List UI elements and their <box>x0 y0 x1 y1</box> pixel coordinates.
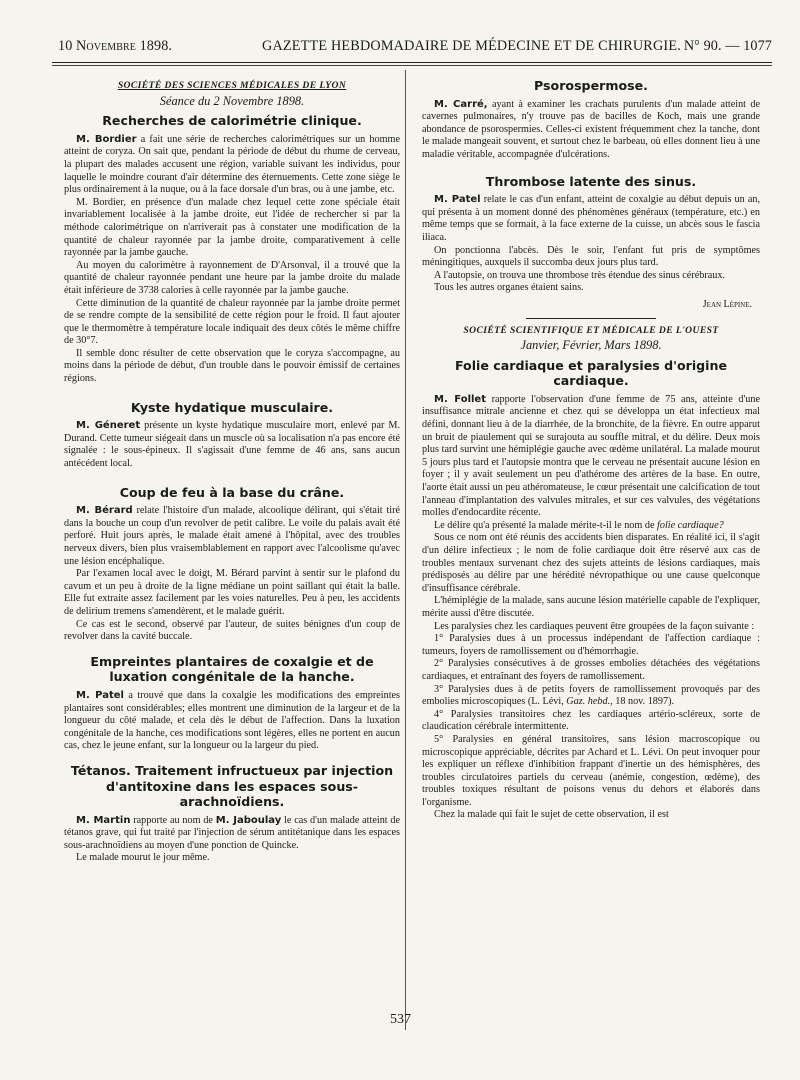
left-column <box>64 78 400 865</box>
italic-term: folie cardiaque? <box>657 519 724 531</box>
list-item: 4° Paralysies transitoires chez les cardiaques artério-scléreux, sorte de claudication cérébrale intermittente. <box>422 708 760 733</box>
paragraph: Il semble donc résulter de cette observation que le coryza s'accompagne, au moins dans la période de début, d'un trouble dans le pouvoir émissif de certaines régions. <box>64 347 400 385</box>
section-title: Empreintes plantaires de coxalgie et de luxation congénitale de la hanche. <box>90 653 374 685</box>
running-header <box>58 38 772 62</box>
header-rule-thin <box>52 65 772 66</box>
paragraph-text: relate l'histoire d'un malade, alcoolique délirant, qui s'était tiré dans la bouche un coup d'un revolver de petit calibre. Le voile du palais avait été perforé. Huit jours après, le malade était amené à l'hôpital, avec des troubles nerveux divers, bien plus vraisemblablement en rapport avec l'alcoolisme qu'avec une lésion encéphalique. <box>64 505 401 567</box>
section-separator <box>526 318 656 319</box>
author-name: M. Patel <box>434 194 481 206</box>
paragraph-text: rapporte au nom de <box>133 814 213 826</box>
author-name: M. Carré, <box>434 98 488 110</box>
paragraph: Par l'examen local avec le doigt, M. Bérard parvint à sentir sur le plafond du cavum et un peu à droite de la ligne médiane un point saillant qui était la balle. Elle fut extraite assez facilement par les voies naturelles. Peu à peu, les accidents de delirium tremens s'amendèrent, et le malade guérit. <box>64 568 400 617</box>
page-number: 537 <box>390 1012 411 1027</box>
paragraph <box>422 394 760 520</box>
paragraph: Les paralysies chez les cardiaques peuvent être groupées de la façon suivante : <box>434 620 755 632</box>
column-divider <box>405 70 406 1030</box>
paragraph-text: 18 nov. 1897). <box>615 696 675 708</box>
section-title: Psorospermose. <box>534 78 648 93</box>
paragraph-text: 3° Paralysies dues à de petits foyers de ramollissement provoqués par des embolies microscopiques (L. Lévi, <box>422 683 760 708</box>
list-item: 5° Paralysies en général transitoires, sans lésion macroscopique ou microscopique appréciable, décrites par Achard et L. Lévi. On peut invoquer pour les expliquer un réflexe d'inhibition frappant d'inertie un des hémisphères, des troubles circulatoires partiels du cerveau (anémie, congestion, œdème), des troubles toxiques résultant de poisons venus du dehors et élaborés dans l'organisme. <box>422 733 760 808</box>
list-item <box>422 684 760 709</box>
paragraph-text: rapporte l'observation d'une femme de 75 ans, atteinte d'une insuffisance mitrale ancienne et chez qui se développa un état infectieux mal défini, donnant lieu à de la diarrhée, de la bronchite, de la fièvre. En outre apparut un bruit de piaulement qui se surajouta au souffle mitral, et du délire. Deux mois plus tard survint une hémiplégie gauche avec œdème unilatéral. La malade mourut 5 jours plus tard et l'autopsie montra que le cerveau ne présentait aucune lésion en foyer ; il y avait seulement un peu d'athérome des artères de la base. En outre, l'aorte était aussi un peu athéromateuse, le cœur présentait une calcification de tout l'anneau d'implantation des valvules mitrales, et sur ces valvules, des végétations molles d'endocardite récente. <box>422 393 761 519</box>
author-name: M. Bérard <box>76 505 133 517</box>
author-name: M. Martin <box>76 814 131 826</box>
author-name: M. Géneret <box>76 420 141 432</box>
paragraph-text: a fait une série de recherches calorimétriques sur un homme atteint de coryza. On sait que, pendant la période de début du rhume de cerveau, la plupart des malades accusent une région, variable suivant les individus, pour laquelle le moindre courant d'air détermine des éternuements. Cette zone siège le plus ordinairement à la nuque, ou à la face dorsale d'un bras, ou à une jambe, etc. <box>64 133 400 196</box>
paragraph <box>422 520 760 533</box>
seance-date: Janvier, Février, Mars 1898. <box>520 338 662 353</box>
paragraph <box>64 815 400 853</box>
paragraph: Le malade mourut le jour même. <box>76 852 210 864</box>
section-title: Recherches de calorimétrie clinique. <box>102 113 362 129</box>
paragraph-text: Le délire qu'a présenté la malade mérite-t-il le nom de <box>434 519 655 531</box>
paragraph: A l'autopsie, on trouva une thrombose très étendue des sinus cérébraux. <box>434 269 725 281</box>
section-title: Coup de feu à la base du crâne. <box>119 484 345 500</box>
section-title: Kyste hydatique musculaire. <box>130 399 334 415</box>
paragraph: Chez la malade qui fait le sujet de cette observation, il est <box>434 809 669 821</box>
paragraph: M. Bordier, en présence d'un malade chez lequel cette zone spéciale était invariablement localisée à la jambe droite, eut l'idée de rechercher si par la méthode calorimétrique on n'arriverait pas à constater une modification de la quantité de chaleur rayonnée par la jambe droite, comparativement à celle rayonnée par la jambe gauche. <box>64 196 400 259</box>
paragraph: Ce cas est le second, observé par l'auteur, de suites bénignes d'un coup de revolver dans la cavité buccale. <box>64 618 400 643</box>
paragraph <box>64 505 400 568</box>
paragraph: Au moyen du calorimètre à rayonnement de D'Arsonval, il a trouvé que la quantité de chaleur rayonnée pendant une heure par la jambe droite du malade était inférieure de 3738 calories à celle rayonnée par la jambe gauche. <box>64 259 400 296</box>
paragraph-text: le cas d'un malade atteint de tétanos grave, qui fut traité par l'injection de sérum antitétanique dans les espaces sous-arachnoïdiens au moyen d'une ponction de Quincke. <box>64 814 401 851</box>
section-title: Folie cardiaque et paralysies d'origine cardiaque. <box>454 357 728 389</box>
right-column <box>422 78 760 822</box>
paragraph: Sous ce nom ont été réunis des accidents bien disparates. En réalité ici, il s'agit d'un délire infectieux ; le nom de folie cardiaque doit être réservé aux cas de troubles mentaux survenant chez des sujets atteints de lésions cardiaques, mais prédisposés au délire par une hérédité névropathique ou une cause quelconque d'insuffisance cérébrale. <box>422 532 760 594</box>
list-item: 2° Paralysies consécutives à de grosses embolies détachées des végétations cardiaques, et entraînant des foyers de ramollissement. <box>422 658 760 682</box>
paragraph: Cette diminution de la quantité de chaleur rayonnée par la jambe droite permet de se rendre compte de la sensibilité de cette région pour le froid. Il faut ajouter que le thermomètre à température locale indiquait des deux côtés le même chiffre de 30°7. <box>64 297 400 347</box>
society-heading: SOCIÉTÉ DES SCIENCES MÉDICALES DE LYON <box>117 80 347 91</box>
section-title: Thrombose latente des sinus. <box>485 173 697 189</box>
paragraph-text: ayant à examiner les crachats purulents d'un malade atteint de cavernes pulmonaires, n'y trouve pas de bacilles de Koch, mais une grande abondance de psorospermies. Celles-ci existent fréquemment chez la tanche, dont le malade mangeait souvent, et surtout chez le barbeau, où elles donnent lieu à une maladie véritable, accompagnée d'ulcérations. <box>422 98 761 160</box>
header-date: 10 Novembre 1898. <box>58 38 173 54</box>
author-name: M. Patel <box>76 689 124 701</box>
author-name: M. Jaboulay <box>215 814 282 826</box>
paragraph <box>422 99 760 162</box>
journal-title: GAZETTE HEBDOMADAIRE DE MÉDECINE ET DE CHIRURGIE. <box>262 38 681 54</box>
author-name: M. Follet <box>434 393 486 405</box>
paragraph: On ponctionna l'abcès. Dès le soir, l'enfant fut pris de symptômes méningitiques, auxquels il succomba deux jours plus tard. <box>422 244 760 269</box>
italic-citation: Gaz. hebd., <box>566 696 613 708</box>
society-heading: SOCIÉTÉ SCIENTIFIQUE ET MÉDICALE DE L'OUEST <box>463 324 719 336</box>
paragraph <box>64 690 400 753</box>
issue-number: N° 90. — 1077 <box>683 38 772 54</box>
paragraph <box>422 194 760 244</box>
paragraph: L'hémiplégie de la malade, sans aucune lésion matérielle capable de l'expliquer, mérite aussi d'être discutée. <box>422 595 760 619</box>
paragraph-text: a trouvé que dans la coxalgie les modifications des empreintes plantaires sont considérables; elles montrent une diminution de la largeur et de la longueur du côté malade, et cela dès le début de l'affection. Dans la luxation congénitale de la hanche, ces modifications sont légères, elles ne portent en aucun cas, chez le jeune enfant, sur la longueur ou la largeur du pied. <box>64 689 401 752</box>
list-item: 1° Paralysies dues à un processus indépendant de l'affection cardiaque : tumeurs, foyers de ramollissement ou d'hémorrhagie. <box>422 633 760 657</box>
paragraph <box>64 420 400 470</box>
header-rule-thick <box>52 62 772 63</box>
paragraph: Tous les autres organes étaient sains. <box>434 282 584 294</box>
author-name: M. Bordier <box>76 133 137 145</box>
seance-date: Séance du 2 Novembre 1898. <box>159 93 305 108</box>
paragraph <box>64 134 400 197</box>
section-title: Tétanos. Traitement infructueux par injection d'antitoxine dans les espaces sous-arachnoïdiens. <box>70 762 394 810</box>
signature: Jean Lépine. <box>702 298 752 310</box>
paragraph-text: présente un kyste hydatique musculaire mort, enlevé par M. Durand. Cette tumeur siégeait dans un muscle où sa localisation n'a pas encore été signalée : le sous-épineux. Il s'agissait d'une femme de 46 ans, sans aucun antécédent local. <box>64 420 401 470</box>
paragraph-text: relate le cas d'un enfant, atteint de coxalgie au début depuis un an, qui présenta à un moment donné des phénomènes généraux (température, etc.) en même temps que se formait, à la face externe de la cuisse, un abcès sous le fascia iliaca. <box>422 194 761 243</box>
